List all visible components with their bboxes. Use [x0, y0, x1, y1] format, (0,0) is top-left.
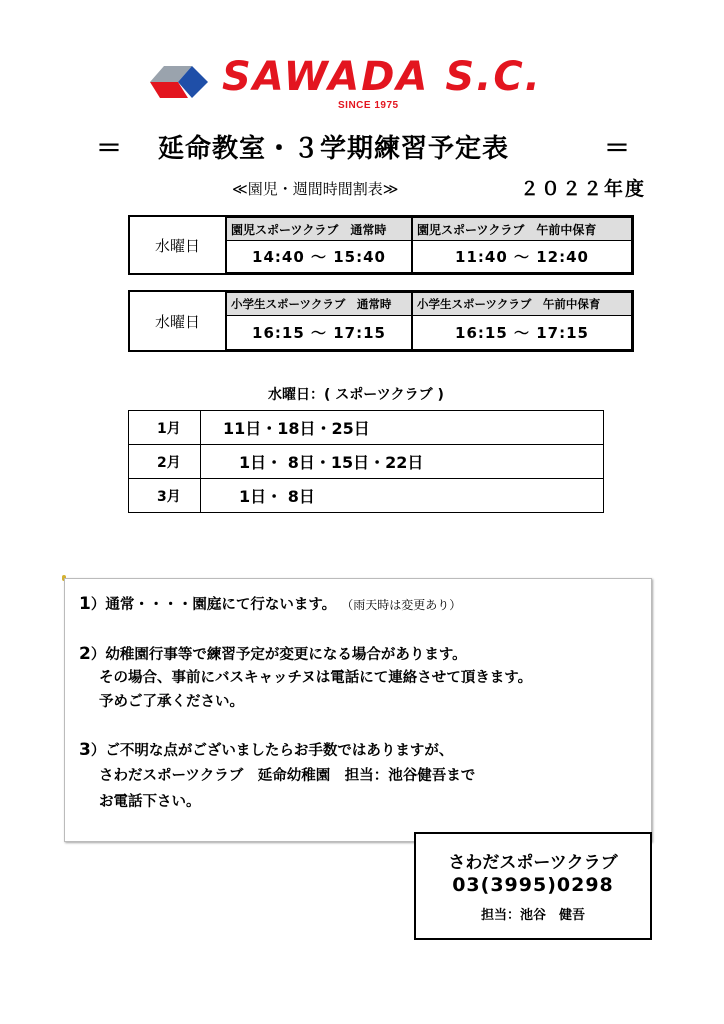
- note-2-line-3: 予めご了承ください。: [99, 694, 244, 710]
- month-cell: 3月: [129, 479, 201, 513]
- cell-header: 園児スポーツクラブ 午前中保育: [413, 218, 631, 241]
- schedule-elementary: [128, 290, 634, 352]
- cell-time: 16:15 ～ 17:15: [455, 323, 589, 342]
- cell-header: 園児スポーツクラブ 通常時: [227, 218, 411, 241]
- note-text: ）ご不明な点がございましたらお手数ではありますが、: [90, 743, 454, 759]
- schedule-cell-morning: [412, 217, 632, 273]
- schedule-day: 水曜日: [130, 292, 226, 350]
- page-subtitle: ≪園児・週間時間割表≫: [232, 180, 399, 198]
- note-2: [79, 643, 467, 666]
- cell-time: 16:15 ～ 17:15: [252, 323, 386, 342]
- table-row: [129, 411, 604, 445]
- schedule-cell-normal: [226, 217, 412, 273]
- note-small: （雨天時は変更あり）: [341, 598, 462, 612]
- cell-header: 小学生スポーツクラブ 午前中保育: [413, 293, 631, 316]
- note-3: [79, 739, 453, 762]
- note-text: ）幼稚園行事等で練習予定が変更になる場合があります。: [90, 647, 467, 663]
- cell-time: 11:40 ～ 12:40: [455, 247, 589, 266]
- contact-box: [414, 832, 652, 940]
- schedule-day: 水曜日: [130, 217, 226, 273]
- dates-table: [128, 410, 604, 513]
- notes-box: [64, 578, 652, 842]
- schedule-cell-normal: [226, 292, 412, 350]
- year-label: ２０２２年度: [520, 178, 647, 200]
- contact-phone: 03(3995)0298: [452, 874, 614, 896]
- page-title: 延命教室・３学期練習予定表: [158, 134, 510, 164]
- days-cell: 1日・ 8日: [201, 479, 604, 513]
- table-row: [129, 479, 604, 513]
- logo-emblem-icon: [150, 62, 220, 102]
- note-1: [79, 593, 461, 616]
- note-2-line-2: その場合、事前にバスキャッチヌは電話にて連絡させて頂きます。: [99, 670, 533, 686]
- month-cell: 1月: [129, 411, 201, 445]
- note-number: 1: [79, 594, 91, 614]
- contact-person: 担当：池谷 健吾: [480, 908, 585, 923]
- dates-section-label: 水曜日：( スポーツクラブ ): [268, 387, 444, 403]
- days-cell: 11日・18日・25日: [201, 411, 604, 445]
- title-equals-right: ＝: [604, 134, 631, 164]
- month-cell: 2月: [129, 445, 201, 479]
- sawada-logo: [150, 54, 580, 116]
- schedule-cell-morning: [412, 292, 632, 350]
- table-row: [129, 445, 604, 479]
- note-text: ）通常・・・・園庭にて行ないます。: [90, 597, 337, 613]
- cell-header: 小学生スポーツクラブ 通常時: [227, 293, 411, 316]
- logo-since: SINCE 1975: [338, 100, 399, 111]
- cell-time: 14:40 ～ 15:40: [252, 247, 386, 266]
- contact-name: さわだスポーツクラブ: [448, 853, 618, 873]
- note-3-line-2: さわだスポーツクラブ 延命幼稚園 担当：池谷健吾まで: [99, 768, 476, 784]
- note-number: 2: [79, 644, 91, 664]
- schedule-kindergarten: [128, 215, 634, 275]
- note-number: 3: [79, 740, 91, 760]
- logo-text: SAWADA S.C.: [222, 54, 542, 100]
- title-equals-left: ＝: [96, 134, 123, 164]
- days-cell: 1日・ 8日・15日・22日: [201, 445, 604, 479]
- note-3-line-3: お電話下さい。: [99, 794, 201, 810]
